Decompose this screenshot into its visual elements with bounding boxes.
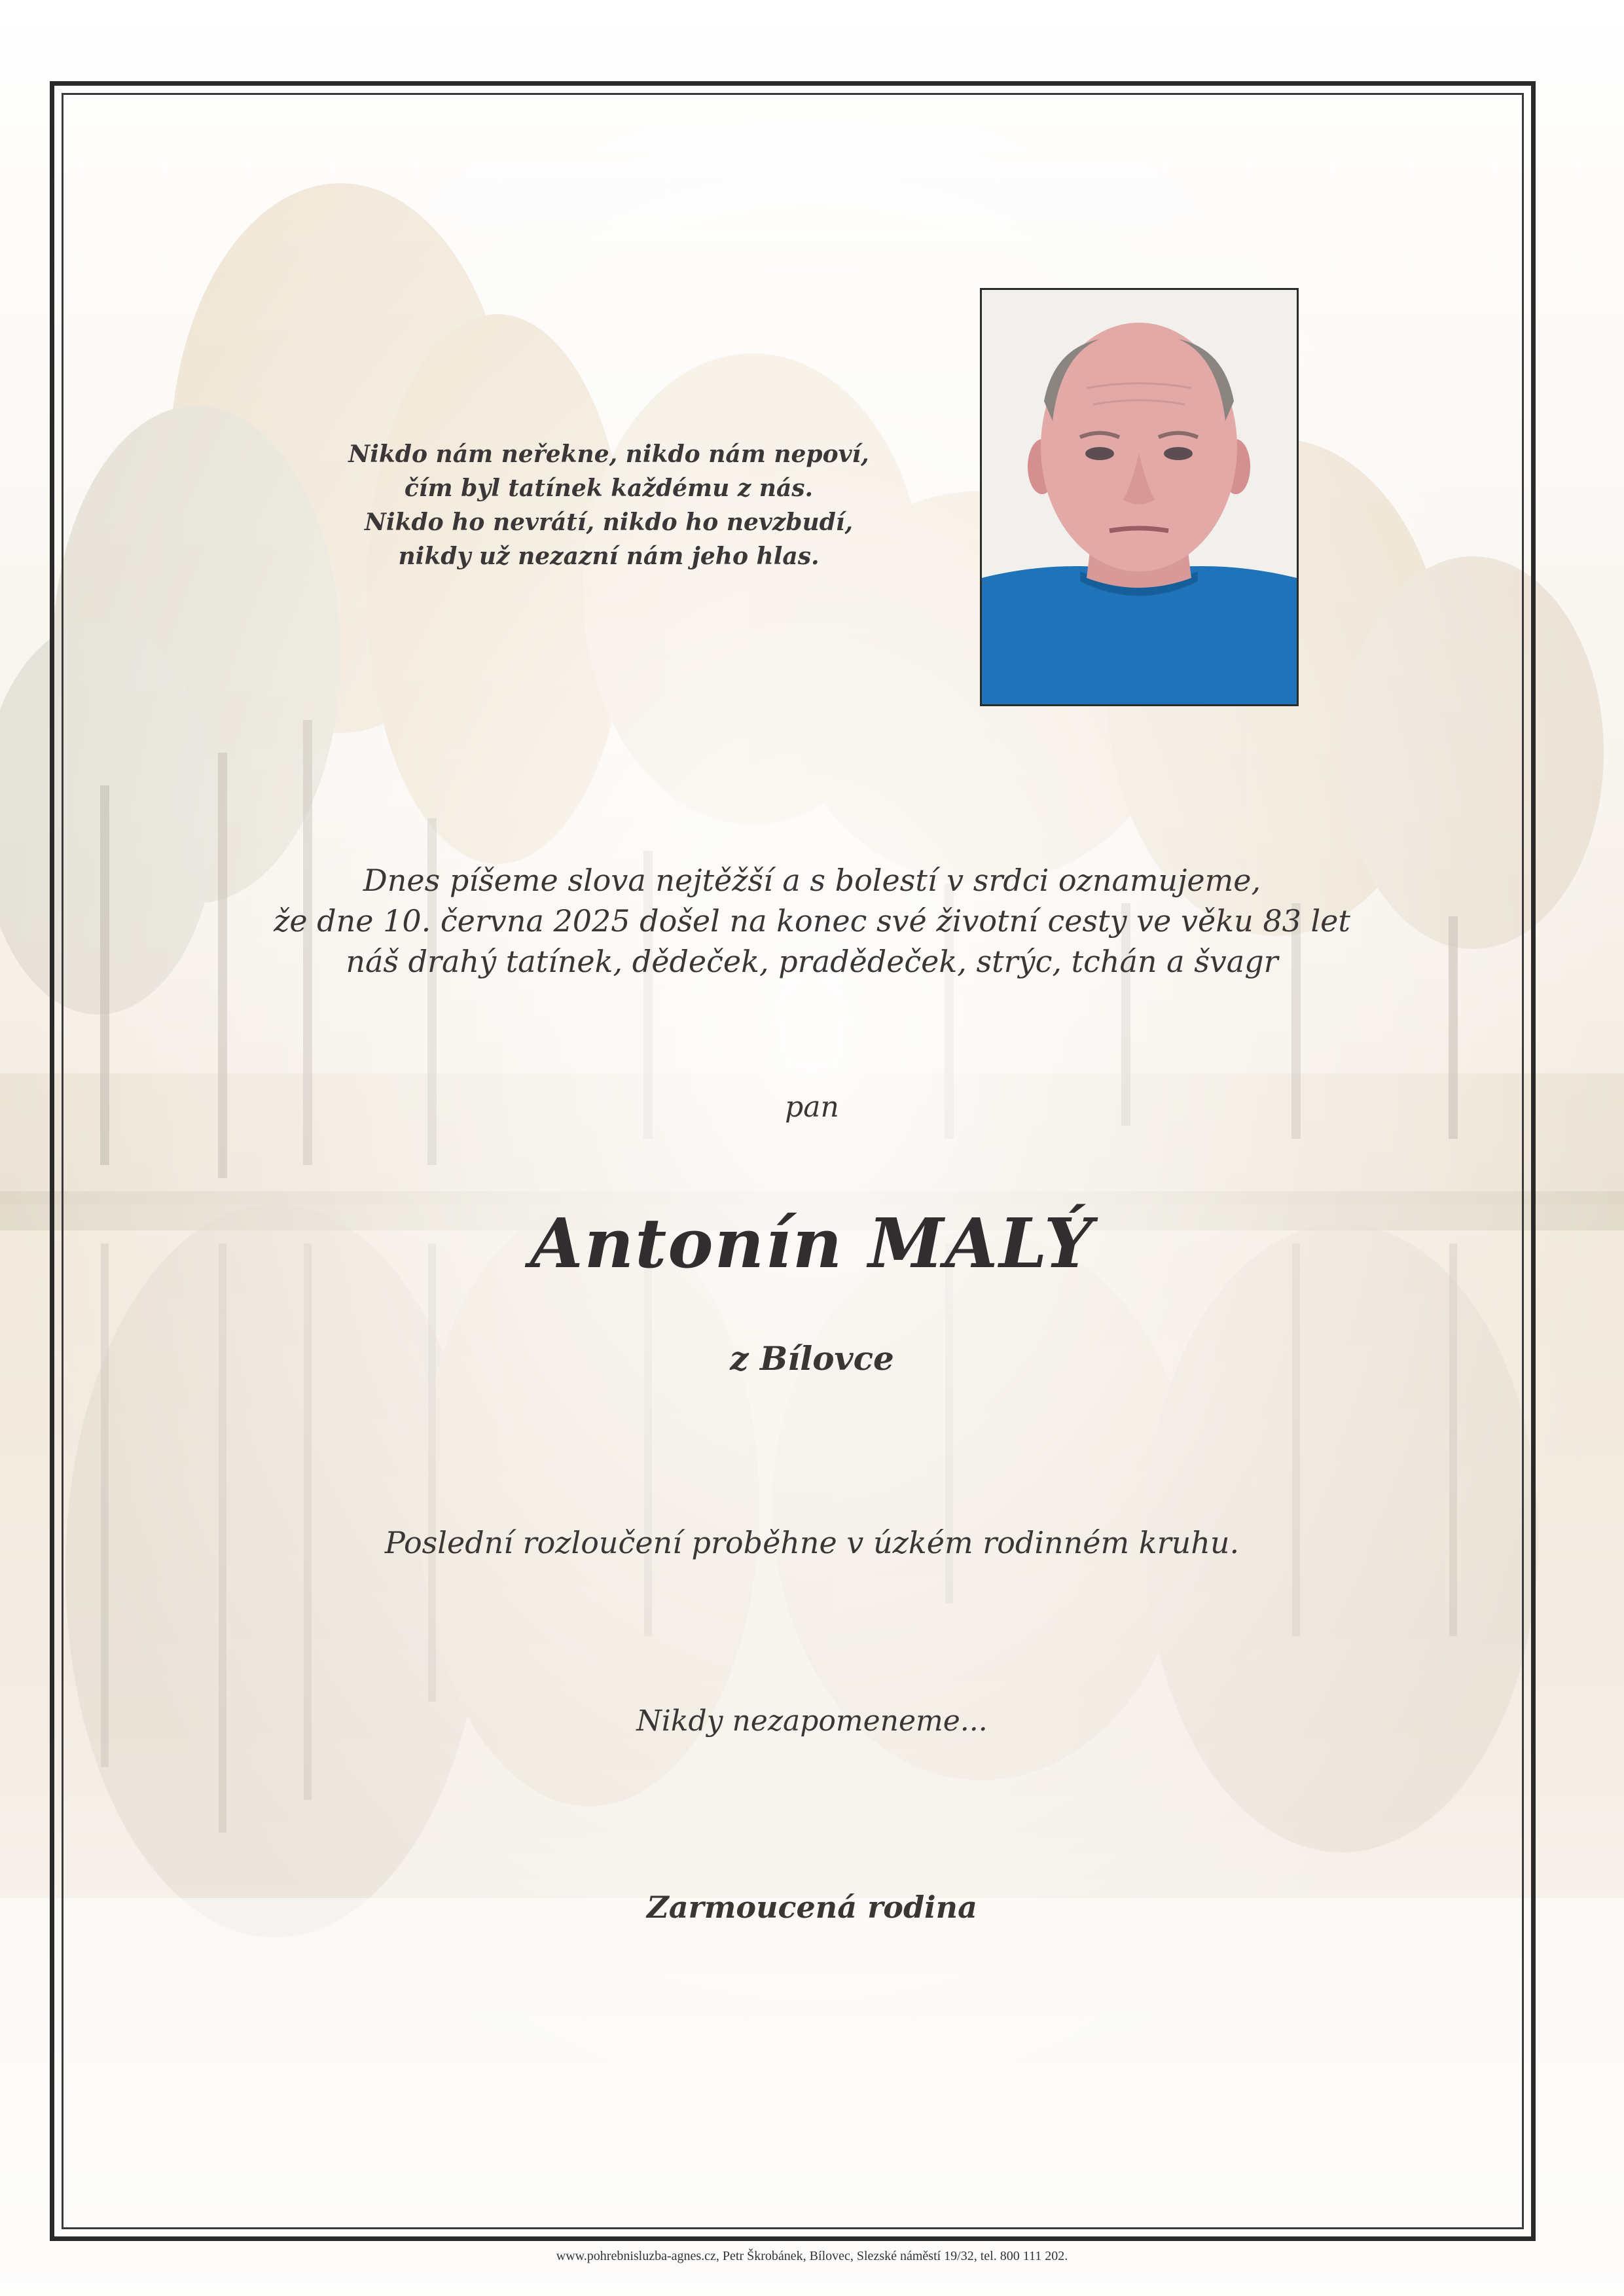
deceased-name: Antonín MALÝ: [530, 1203, 1094, 1283]
remembrance-line: Nikdy nezapomeneme...: [636, 1704, 988, 1738]
origin-town: z Bílovce: [730, 1339, 894, 1378]
ceremony-note: Poslední rozloučení proběhne v úzkém rodinném kruhu.: [384, 1525, 1240, 1560]
portrait-illustration: [982, 290, 1297, 704]
poem-line: čím byl tatínek každému z nás.: [404, 475, 814, 502]
poem-line: nikdy už nezazní nám jeho hlas.: [398, 543, 820, 570]
poem-line: Nikdo ho nevrátí, nikdo ho nevzbudí,: [364, 509, 853, 536]
poem-line: Nikdo nám neřekne, nikdo nám nepoví,: [348, 440, 869, 468]
memorial-poem: [249, 437, 969, 573]
announcement-line: že dne 10. června 2025 došel na konec své životní cesty ve věku 83 let: [274, 903, 1350, 939]
salutation: pan: [785, 1090, 839, 1124]
announcement-line: náš drahý tatínek, dědeček, pradědeček, strýc, tchán a švagr: [346, 944, 1278, 979]
announcement-line: Dnes píšeme slova nejtěžší a s bolestí v srdci oznamujeme,: [363, 863, 1261, 898]
portrait-photo: [980, 288, 1299, 706]
funeral-service-footer: www.pohrebnisluzba-agnes.cz, Petr Škrobánek, Bílovec, Slezské náměstí 19/32, tel. 800 111 202.: [556, 2249, 1068, 2263]
family-signature: Zarmoucená rodina: [647, 1890, 977, 1925]
